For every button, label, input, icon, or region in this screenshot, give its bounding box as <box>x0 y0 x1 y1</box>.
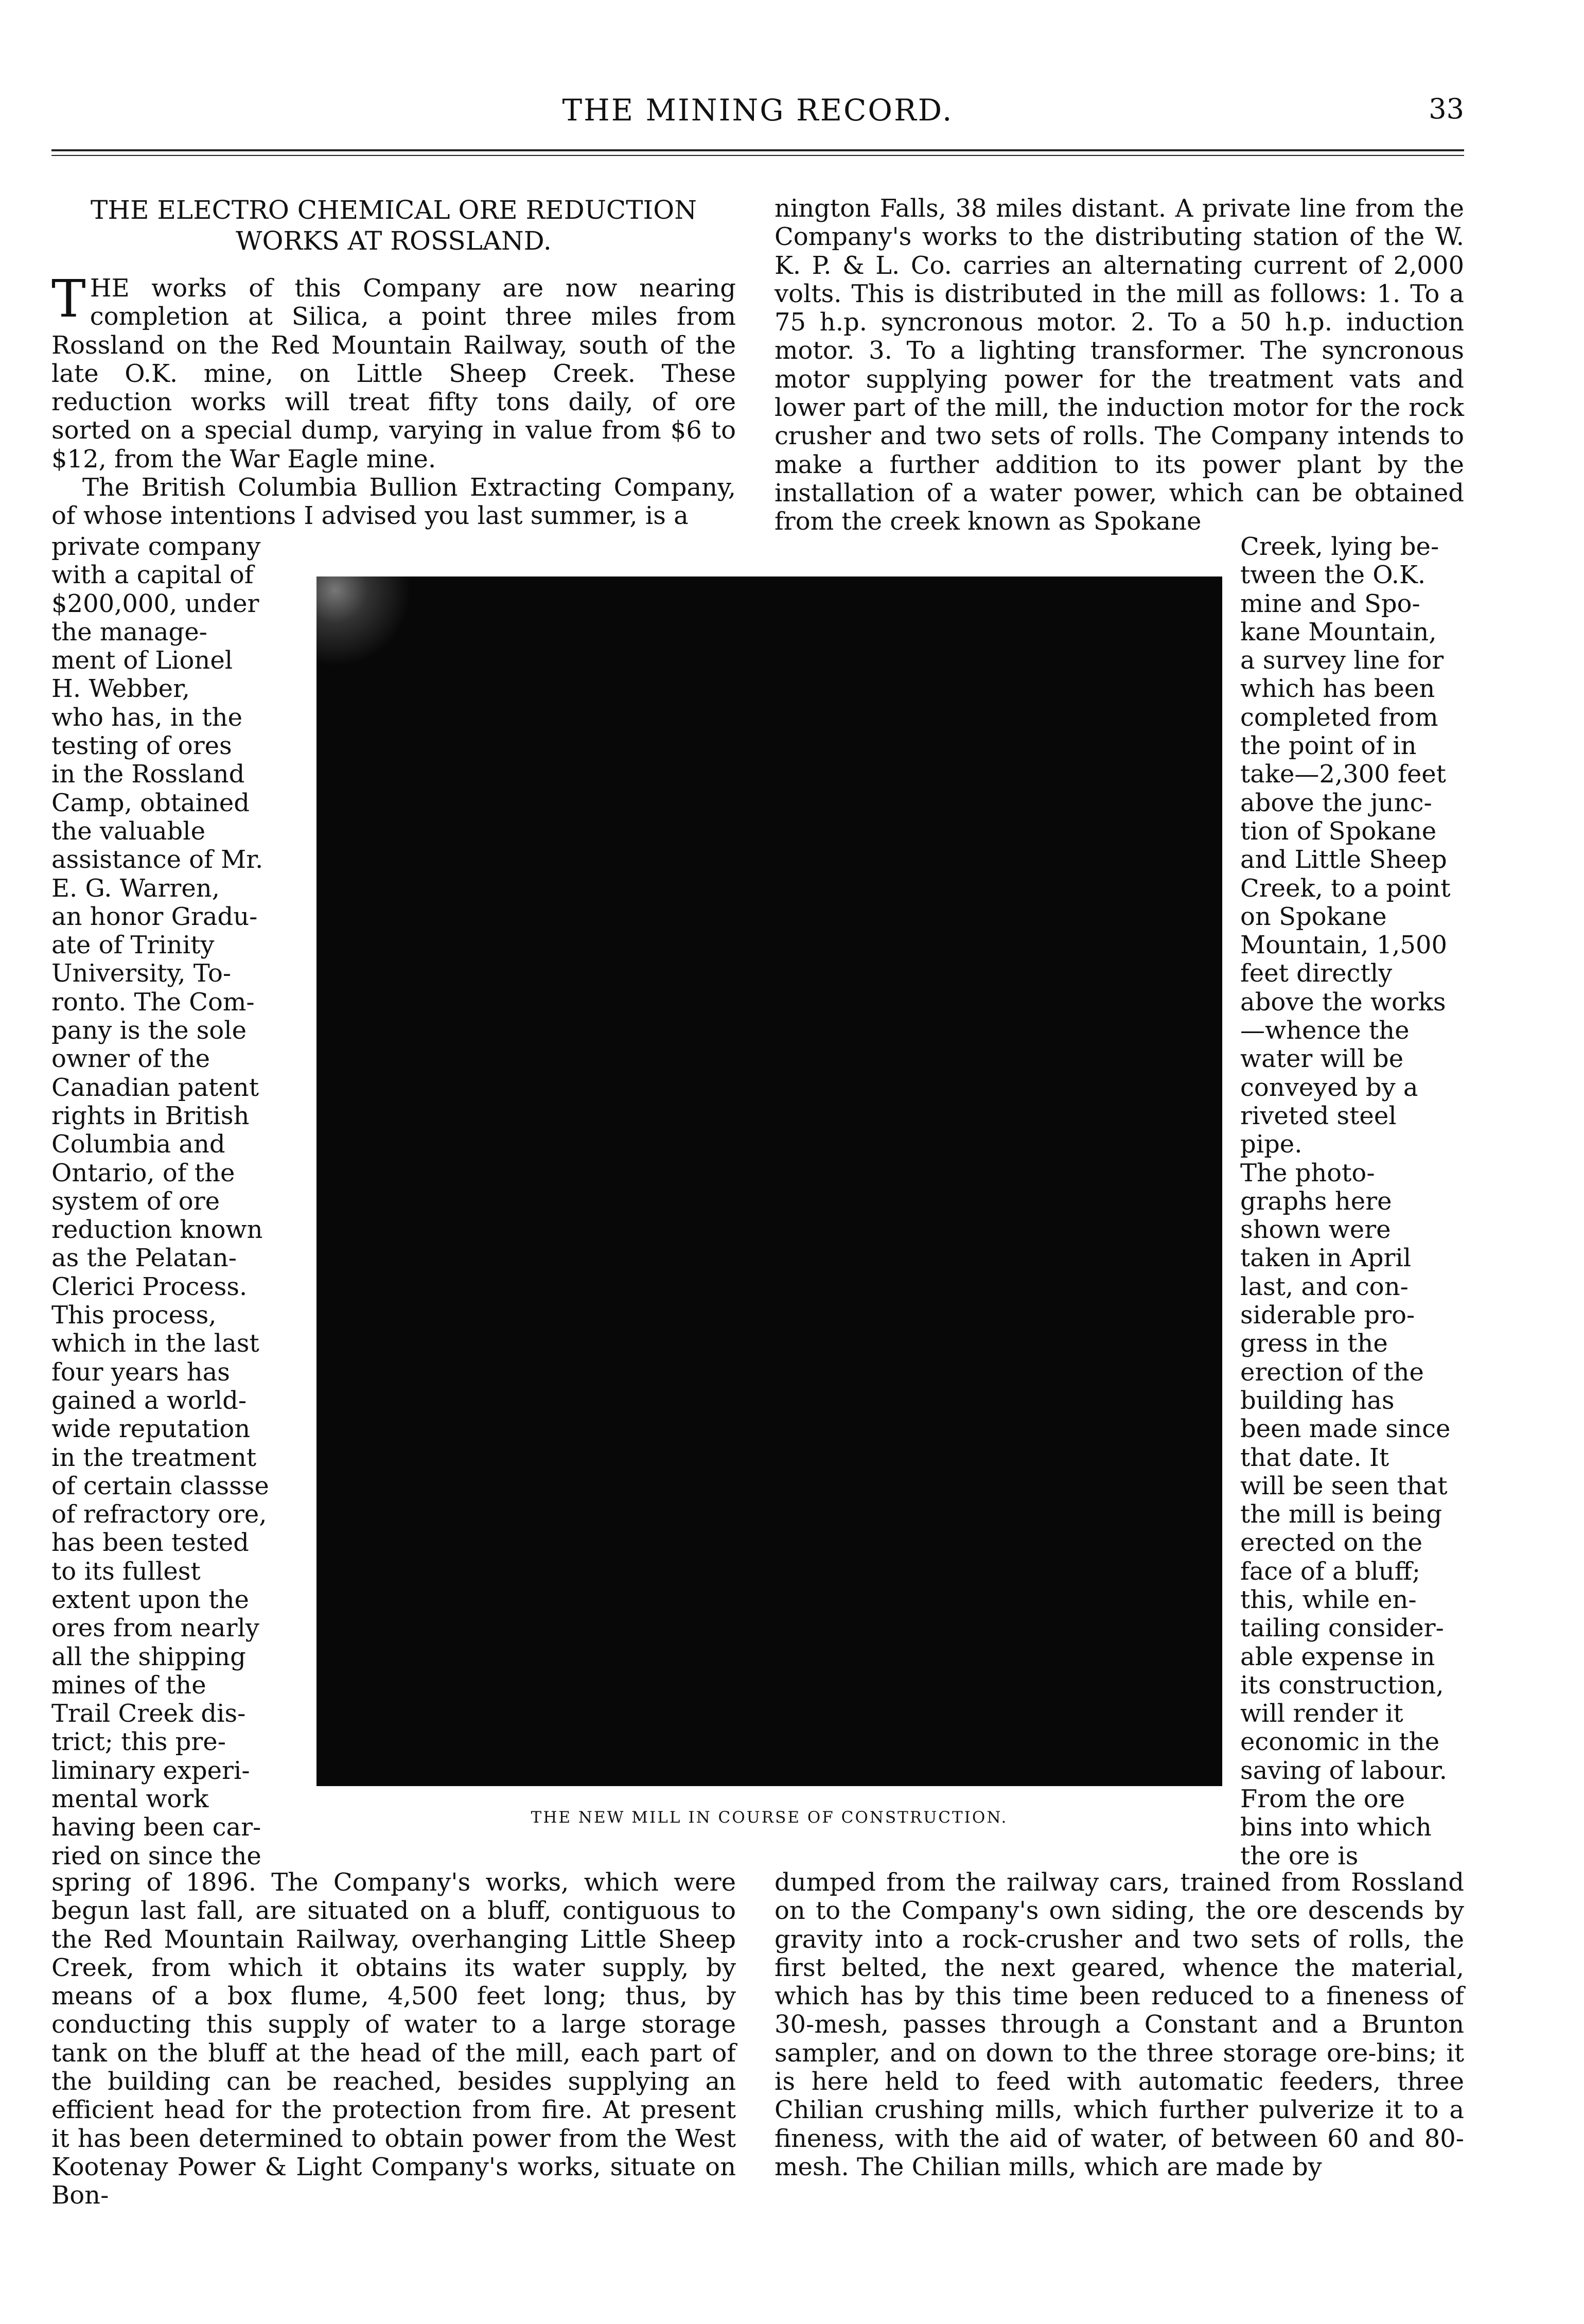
right-narrow-line: The photo- <box>1240 1158 1375 1187</box>
right-narrow-line: Creek, to a point <box>1240 873 1451 903</box>
left-narrow-line: four years has <box>51 1357 230 1387</box>
left-narrow-line: Trail Creek dis- <box>51 1699 246 1728</box>
right-narrow-line: on Spokane <box>1240 902 1387 931</box>
paragraph-1-text: HE works of this Company are now nearing completion at Silica, a point three miles from Rossland on the Red Mountain Railway, south of the late O.K. mine, on Little Sheep Creek. These reduction works will treat fifty tons daily, of ore sorted on a special dump, varying in value from $6 to $12, from the War Eagle mine. <box>51 274 736 474</box>
right-narrow-line: taken in April <box>1240 1244 1412 1273</box>
right-narrow-line: shown were <box>1240 1215 1391 1245</box>
left-narrow-line: trict; this pre- <box>51 1727 226 1757</box>
right-narrow-line: been made since <box>1240 1414 1451 1444</box>
left-narrow-line: Camp, obtained <box>51 788 250 817</box>
right-narrow-line: the mill is being <box>1240 1500 1442 1529</box>
left-narrow-line: the manage- <box>51 617 207 646</box>
left-narrow-line: the valuable <box>51 816 205 846</box>
left-narrow-line: mental work <box>51 1785 209 1814</box>
right-narrow-line: its construction, <box>1240 1670 1444 1700</box>
paragraph-right-top: nington Falls, 38 miles distant. A private line from the Company's works to the distributing station of the W. K. P. & L. Co. carries an alternating current of 2,000 volts. This is distributed in the mill as follows: 1. To a 75 h.p. syncronous motor. 2. To a 50 h.p. induction motor. 3. To a lighting transformer. The syncronous motor supplying power for the treatment vats and lower part of the mill, the induction motor for the rock crusher and two sets of rolls. The Company intends to make a further addition to its power plant by the installation of a water power, which can be obtained from the creek known as Spokane <box>775 194 1464 536</box>
left-narrow-line: This process, <box>51 1301 217 1330</box>
left-narrow-line: Columbia and <box>51 1130 225 1159</box>
right-narrow-line: pipe. <box>1240 1130 1303 1159</box>
right-narrow-line: erected on the <box>1240 1528 1422 1558</box>
right-narrow-line: able expense in <box>1240 1642 1435 1671</box>
paragraph-opening <box>51 269 736 474</box>
left-narrow-line: assistance of Mr. <box>51 845 263 875</box>
left-narrow-line: with a capital of <box>51 561 254 590</box>
right-narrow-line: tailing consider- <box>1240 1614 1444 1643</box>
right-column-narrow <box>1240 533 1464 1871</box>
right-narrow-line: above the works <box>1240 987 1446 1017</box>
header-rule-bottom <box>51 155 1464 156</box>
right-narrow-line: riveted steel <box>1240 1101 1397 1130</box>
right-column-top <box>775 195 1464 536</box>
left-narrow-line: in the Rossland <box>51 760 245 789</box>
right-narrow-line: saving of labour. <box>1240 1756 1447 1785</box>
drop-cap: T <box>51 269 86 329</box>
right-narrow-line: the ore is <box>1240 1841 1359 1871</box>
left-narrow-line: reduction known <box>51 1215 263 1245</box>
right-narrow-line: tween the O.K. <box>1240 561 1426 590</box>
left-narrow-line: in the treatment <box>51 1443 257 1472</box>
left-narrow-line: pany is the sole <box>51 1016 247 1045</box>
left-narrow-line: wide reputation <box>51 1414 251 1444</box>
left-narrow-line: Canadian patent <box>51 1073 259 1102</box>
left-narrow-line: system of ore <box>51 1186 220 1216</box>
left-narrow-line: gained a world- <box>51 1386 247 1415</box>
page-number: 33 <box>1429 93 1464 125</box>
left-narrow-line: of certain classse <box>51 1471 269 1500</box>
right-narrow-line: and Little Sheep <box>1240 845 1447 875</box>
right-narrow-line: gress in the <box>1240 1329 1388 1358</box>
left-narrow-line: as the Pelatan- <box>51 1244 237 1273</box>
left-narrow-line: all the shipping <box>51 1642 246 1671</box>
paragraph-right-bottom: dumped from the railway cars, trained from Rossland on to the Company's own siding, the ore descends by gravity into a rock-crusher and two sets of rolls, the first belted, the next geared, whence the material, which has by this time been reduced to a fineness of 30-mesh, passes through a Constant and a Brunton sampler, and on down to the three storage ore-bins; it is here held to feed with automatic feeders, three Chilian crushing mills, which further pulverize it to a fineness, with the aid of water, of between 60 and 80-mesh. The Chilian mills, which are made by <box>775 1868 1464 2181</box>
left-narrow-line: University, To- <box>51 959 232 988</box>
left-narrow-line: $200,000, under <box>51 589 259 618</box>
paragraph-2-intro: The British Columbia Bullion Extracting Company, of whose intentions I advised you last summer, is a <box>51 473 736 531</box>
right-narrow-line: feet directly <box>1240 959 1393 988</box>
left-narrow-line: H. Webber, <box>51 674 190 704</box>
right-narrow-line: water will be <box>1240 1044 1404 1074</box>
article-title-line-1: THE ELECTRO CHEMICAL ORE REDUCTION <box>91 195 697 225</box>
left-narrow-line: has been tested <box>51 1528 249 1558</box>
left-narrow-line: of refractory ore, <box>51 1500 267 1529</box>
right-narrow-line: conveyed by a <box>1240 1073 1418 1102</box>
left-narrow-line: ate of Trinity <box>51 931 215 960</box>
running-head: THE MINING RECORD. <box>562 93 954 128</box>
left-narrow-line: liminary experi- <box>51 1756 250 1785</box>
right-narrow-line: kane Mountain, <box>1240 617 1437 646</box>
left-column-narrow <box>51 533 296 1871</box>
left-narrow-line: having been car- <box>51 1813 261 1842</box>
right-narrow-line: face of a bluff; <box>1240 1557 1420 1586</box>
right-narrow-line: above the junc- <box>1240 788 1432 817</box>
left-narrow-line: Ontario, of the <box>51 1158 235 1187</box>
left-narrow-line: ronto. The Com- <box>51 987 255 1017</box>
photo-caption: THE NEW MILL IN COURSE OF CONSTRUCTION. <box>531 1808 1008 1827</box>
left-narrow-line: E. G. Warren, <box>51 873 220 903</box>
left-narrow-line: testing of ores <box>51 731 232 761</box>
left-narrow-line: which in the last <box>51 1329 259 1358</box>
right-narrow-line: mine and Spo- <box>1240 589 1420 618</box>
left-narrow-line: ment of Lionel <box>51 646 233 675</box>
right-narrow-line: Mountain, 1,500 <box>1240 931 1447 960</box>
right-narrow-line: completed from <box>1240 703 1438 732</box>
right-narrow-line: erection of the <box>1240 1357 1424 1387</box>
right-narrow-line: last, and con- <box>1240 1272 1409 1301</box>
article-title <box>51 195 736 256</box>
right-narrow-line: siderable pro- <box>1240 1301 1415 1330</box>
right-narrow-line: take—2,300 feet <box>1240 760 1446 789</box>
left-column-bottom <box>51 1868 736 2210</box>
page-header <box>51 93 1464 129</box>
left-narrow-line: mines of the <box>51 1670 206 1700</box>
mill-photograph <box>316 576 1222 1786</box>
right-narrow-line: will render it <box>1240 1699 1403 1728</box>
left-narrow-line: rights in British <box>51 1101 250 1130</box>
article-title-line-2: WORKS AT ROSSLAND. <box>236 226 552 256</box>
header-rule-top <box>51 149 1464 151</box>
left-narrow-line: Clerici Process. <box>51 1272 248 1301</box>
right-narrow-line: will be seen that <box>1240 1471 1448 1500</box>
left-narrow-line: ores from nearly <box>51 1614 259 1643</box>
right-narrow-line: tion of Spokane <box>1240 816 1437 846</box>
paragraph-left-bottom: spring of 1896. The Company's works, which were begun last fall, are situated on a bluff, contiguous to the Red Mountain Railway, overhanging Little Sheep Creek, from which it obtains its water supply, by means of a box flume, 4,500 feet long; thus, by conducting this supply of water to a large storage tank on the bluff at the head of the mill, each part of the building can be reached, besides supplying an efficient head for the protection from fire. At present it has been determined to obtain power from the West Kootenay Power & Light Company's works, situate on Bon- <box>51 1868 736 2210</box>
right-narrow-line: building has <box>1240 1386 1395 1415</box>
right-narrow-line: the point of in <box>1240 731 1417 761</box>
left-narrow-line: to its fullest <box>51 1557 201 1586</box>
left-narrow-line: an honor Gradu- <box>51 902 258 931</box>
right-narrow-line: which has been <box>1240 674 1435 704</box>
right-column-bottom <box>775 1868 1464 2181</box>
left-narrow-line: private company <box>51 532 261 561</box>
left-narrow-line: owner of the <box>51 1044 210 1074</box>
right-narrow-line: this, while en- <box>1240 1585 1417 1614</box>
right-narrow-line: Creek, lying be- <box>1240 532 1439 561</box>
right-narrow-line: From the ore <box>1240 1785 1405 1814</box>
right-narrow-line: a survey line for <box>1240 646 1444 675</box>
left-narrow-line: extent upon the <box>51 1585 249 1614</box>
right-narrow-line: that date. It <box>1240 1443 1389 1472</box>
left-narrow-line: ried on since the <box>51 1841 261 1871</box>
right-narrow-line: bins into which <box>1240 1813 1432 1842</box>
photo-highlight <box>316 576 409 669</box>
left-column-top <box>51 269 736 531</box>
right-narrow-line: economic in the <box>1240 1727 1440 1757</box>
right-narrow-line: graphs here <box>1240 1186 1392 1216</box>
right-narrow-line: —whence the <box>1240 1016 1410 1045</box>
left-narrow-line: who has, in the <box>51 703 242 732</box>
